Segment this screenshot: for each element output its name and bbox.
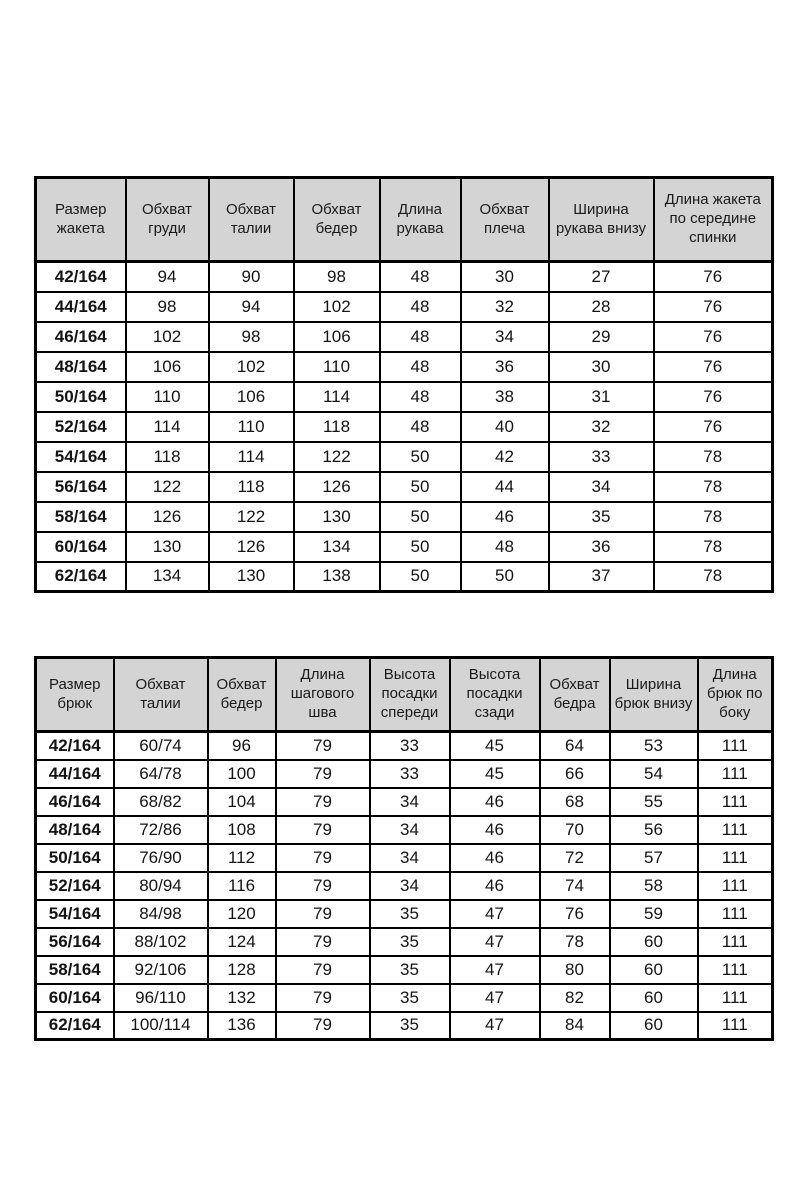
column-header: Обхват талии [114, 658, 208, 732]
value-cell: 45 [450, 760, 540, 788]
value-cell: 35 [370, 1012, 450, 1040]
table-row [36, 322, 773, 352]
value-cell: 79 [276, 984, 370, 1012]
size-cell: 50/164 [36, 382, 126, 412]
value-cell: 110 [294, 352, 380, 382]
column-header: Ширина брюк внизу [610, 658, 698, 732]
size-cell: 54/164 [36, 900, 114, 928]
header-row [36, 658, 773, 732]
value-cell: 114 [209, 442, 294, 472]
size-cell: 56/164 [36, 928, 114, 956]
value-cell: 34 [461, 322, 549, 352]
value-cell: 96 [208, 732, 276, 760]
size-cell: 48/164 [36, 816, 114, 844]
value-cell: 34 [370, 872, 450, 900]
value-cell: 37 [549, 562, 654, 592]
value-cell: 50 [380, 532, 461, 562]
value-cell: 46 [450, 844, 540, 872]
value-cell: 79 [276, 900, 370, 928]
value-cell: 72 [540, 844, 610, 872]
value-cell: 76 [654, 352, 773, 382]
value-cell: 58 [610, 872, 698, 900]
size-cell: 60/164 [36, 532, 126, 562]
value-cell: 80/94 [114, 872, 208, 900]
value-cell: 102 [209, 352, 294, 382]
value-cell: 59 [610, 900, 698, 928]
column-header: Обхват бедра [540, 658, 610, 732]
value-cell: 132 [208, 984, 276, 1012]
column-header: Размер жакета [36, 178, 126, 262]
value-cell: 98 [294, 262, 380, 292]
value-cell: 134 [126, 562, 209, 592]
value-cell: 126 [209, 532, 294, 562]
size-cell: 50/164 [36, 844, 114, 872]
value-cell: 111 [698, 872, 773, 900]
value-cell: 50 [380, 502, 461, 532]
value-cell: 79 [276, 816, 370, 844]
size-cell: 58/164 [36, 502, 126, 532]
size-cell: 42/164 [36, 732, 114, 760]
value-cell: 48 [380, 382, 461, 412]
value-cell: 48 [380, 292, 461, 322]
value-cell: 111 [698, 788, 773, 816]
column-header: Размер брюк [36, 658, 114, 732]
value-cell: 33 [549, 442, 654, 472]
value-cell: 102 [294, 292, 380, 322]
value-cell: 35 [370, 900, 450, 928]
jacket-size-table [34, 176, 774, 593]
value-cell: 124 [208, 928, 276, 956]
value-cell: 79 [276, 788, 370, 816]
value-cell: 120 [208, 900, 276, 928]
value-cell: 130 [209, 562, 294, 592]
size-cell: 58/164 [36, 956, 114, 984]
value-cell: 138 [294, 562, 380, 592]
table-row [36, 562, 773, 592]
size-cell: 52/164 [36, 872, 114, 900]
size-cell: 46/164 [36, 788, 114, 816]
value-cell: 48 [380, 262, 461, 292]
value-cell: 80 [540, 956, 610, 984]
value-cell: 35 [370, 956, 450, 984]
value-cell: 47 [450, 984, 540, 1012]
value-cell: 118 [126, 442, 209, 472]
value-cell: 54 [610, 760, 698, 788]
value-cell: 34 [370, 788, 450, 816]
value-cell: 114 [126, 412, 209, 442]
size-cell: 62/164 [36, 1012, 114, 1040]
value-cell: 76 [540, 900, 610, 928]
table-row [36, 928, 773, 956]
value-cell: 82 [540, 984, 610, 1012]
value-cell: 50 [380, 472, 461, 502]
value-cell: 27 [549, 262, 654, 292]
value-cell: 47 [450, 1012, 540, 1040]
value-cell: 70 [540, 816, 610, 844]
value-cell: 78 [654, 532, 773, 562]
size-cell: 54/164 [36, 442, 126, 472]
value-cell: 104 [208, 788, 276, 816]
value-cell: 78 [540, 928, 610, 956]
value-cell: 46 [450, 816, 540, 844]
table-row [36, 984, 773, 1012]
value-cell: 47 [450, 900, 540, 928]
value-cell: 60 [610, 984, 698, 1012]
table-row [36, 382, 773, 412]
column-header: Обхват бедер [294, 178, 380, 262]
value-cell: 76/90 [114, 844, 208, 872]
table-row [36, 956, 773, 984]
value-cell: 110 [126, 382, 209, 412]
value-cell: 106 [294, 322, 380, 352]
table-row [36, 816, 773, 844]
value-cell: 68/82 [114, 788, 208, 816]
value-cell: 60/74 [114, 732, 208, 760]
table-row [36, 502, 773, 532]
value-cell: 130 [294, 502, 380, 532]
table-row [36, 352, 773, 382]
value-cell: 79 [276, 844, 370, 872]
value-cell: 50 [380, 562, 461, 592]
value-cell: 32 [461, 292, 549, 322]
value-cell: 112 [208, 844, 276, 872]
value-cell: 40 [461, 412, 549, 442]
table-row [36, 872, 773, 900]
value-cell: 78 [654, 562, 773, 592]
value-cell: 35 [370, 928, 450, 956]
table-row [36, 262, 773, 292]
value-cell: 111 [698, 956, 773, 984]
value-cell: 57 [610, 844, 698, 872]
value-cell: 76 [654, 382, 773, 412]
value-cell: 111 [698, 928, 773, 956]
value-cell: 35 [370, 984, 450, 1012]
value-cell: 47 [450, 928, 540, 956]
value-cell: 96/110 [114, 984, 208, 1012]
value-cell: 64/78 [114, 760, 208, 788]
value-cell: 42 [461, 442, 549, 472]
value-cell: 111 [698, 900, 773, 928]
column-header: Обхват бедер [208, 658, 276, 732]
value-cell: 84/98 [114, 900, 208, 928]
size-cell: 44/164 [36, 760, 114, 788]
value-cell: 46 [450, 872, 540, 900]
value-cell: 79 [276, 928, 370, 956]
value-cell: 60 [610, 956, 698, 984]
value-cell: 78 [654, 472, 773, 502]
value-cell: 46 [461, 502, 549, 532]
value-cell: 100 [208, 760, 276, 788]
table-row [36, 472, 773, 502]
value-cell: 102 [126, 322, 209, 352]
value-cell: 72/86 [114, 816, 208, 844]
value-cell: 60 [610, 1012, 698, 1040]
header-row [36, 178, 773, 262]
size-cell: 46/164 [36, 322, 126, 352]
value-cell: 79 [276, 1012, 370, 1040]
table-row [36, 900, 773, 928]
value-cell: 110 [209, 412, 294, 442]
value-cell: 94 [209, 292, 294, 322]
column-header: Длина брюк по боку [698, 658, 773, 732]
value-cell: 46 [450, 788, 540, 816]
table-row [36, 788, 773, 816]
value-cell: 122 [209, 502, 294, 532]
value-cell: 76 [654, 292, 773, 322]
size-cell: 42/164 [36, 262, 126, 292]
value-cell: 66 [540, 760, 610, 788]
size-cell: 48/164 [36, 352, 126, 382]
table-row [36, 532, 773, 562]
column-header: Обхват груди [126, 178, 209, 262]
column-header: Ширина рукава внизу [549, 178, 654, 262]
value-cell: 47 [450, 956, 540, 984]
value-cell: 34 [549, 472, 654, 502]
value-cell: 128 [208, 956, 276, 984]
value-cell: 31 [549, 382, 654, 412]
value-cell: 48 [461, 532, 549, 562]
value-cell: 28 [549, 292, 654, 322]
column-header: Высота посадки спереди [370, 658, 450, 732]
value-cell: 90 [209, 262, 294, 292]
value-cell: 44 [461, 472, 549, 502]
trousers-size-table [34, 656, 774, 1041]
value-cell: 79 [276, 760, 370, 788]
value-cell: 111 [698, 1012, 773, 1040]
table-row [36, 442, 773, 472]
column-header: Длина жакета по середине спинки [654, 178, 773, 262]
size-cell: 44/164 [36, 292, 126, 322]
value-cell: 48 [380, 352, 461, 382]
column-header: Обхват талии [209, 178, 294, 262]
value-cell: 79 [276, 956, 370, 984]
value-cell: 36 [549, 532, 654, 562]
value-cell: 116 [208, 872, 276, 900]
value-cell: 76 [654, 262, 773, 292]
column-header: Высота посадки сзади [450, 658, 540, 732]
value-cell: 100/114 [114, 1012, 208, 1040]
value-cell: 118 [294, 412, 380, 442]
value-cell: 35 [549, 502, 654, 532]
table-row [36, 292, 773, 322]
value-cell: 98 [209, 322, 294, 352]
value-cell: 78 [654, 442, 773, 472]
table-row [36, 412, 773, 442]
value-cell: 34 [370, 844, 450, 872]
value-cell: 111 [698, 844, 773, 872]
value-cell: 48 [380, 322, 461, 352]
value-cell: 111 [698, 760, 773, 788]
value-cell: 106 [126, 352, 209, 382]
size-cell: 56/164 [36, 472, 126, 502]
value-cell: 126 [294, 472, 380, 502]
value-cell: 36 [461, 352, 549, 382]
value-cell: 45 [450, 732, 540, 760]
value-cell: 111 [698, 816, 773, 844]
column-header: Длина рукава [380, 178, 461, 262]
table-row [36, 1012, 773, 1040]
value-cell: 88/102 [114, 928, 208, 956]
value-cell: 114 [294, 382, 380, 412]
value-cell: 136 [208, 1012, 276, 1040]
value-cell: 64 [540, 732, 610, 760]
value-cell: 68 [540, 788, 610, 816]
value-cell: 126 [126, 502, 209, 532]
value-cell: 53 [610, 732, 698, 760]
column-header: Длина шагового шва [276, 658, 370, 732]
value-cell: 48 [380, 412, 461, 442]
value-cell: 33 [370, 760, 450, 788]
column-header: Обхват плеча [461, 178, 549, 262]
value-cell: 30 [461, 262, 549, 292]
value-cell: 56 [610, 816, 698, 844]
value-cell: 33 [370, 732, 450, 760]
value-cell: 55 [610, 788, 698, 816]
size-cell: 60/164 [36, 984, 114, 1012]
value-cell: 98 [126, 292, 209, 322]
value-cell: 76 [654, 322, 773, 352]
value-cell: 111 [698, 732, 773, 760]
value-cell: 30 [549, 352, 654, 382]
value-cell: 50 [461, 562, 549, 592]
value-cell: 60 [610, 928, 698, 956]
value-cell: 34 [370, 816, 450, 844]
value-cell: 122 [294, 442, 380, 472]
value-cell: 118 [209, 472, 294, 502]
value-cell: 78 [654, 502, 773, 532]
value-cell: 122 [126, 472, 209, 502]
size-cell: 62/164 [36, 562, 126, 592]
value-cell: 50 [380, 442, 461, 472]
value-cell: 32 [549, 412, 654, 442]
value-cell: 79 [276, 732, 370, 760]
value-cell: 38 [461, 382, 549, 412]
value-cell: 134 [294, 532, 380, 562]
value-cell: 29 [549, 322, 654, 352]
value-cell: 130 [126, 532, 209, 562]
value-cell: 79 [276, 872, 370, 900]
value-cell: 94 [126, 262, 209, 292]
value-cell: 74 [540, 872, 610, 900]
value-cell: 108 [208, 816, 276, 844]
value-cell: 76 [654, 412, 773, 442]
value-cell: 92/106 [114, 956, 208, 984]
value-cell: 84 [540, 1012, 610, 1040]
table-row [36, 732, 773, 760]
table-row [36, 844, 773, 872]
value-cell: 111 [698, 984, 773, 1012]
value-cell: 106 [209, 382, 294, 412]
table-row [36, 760, 773, 788]
size-cell: 52/164 [36, 412, 126, 442]
